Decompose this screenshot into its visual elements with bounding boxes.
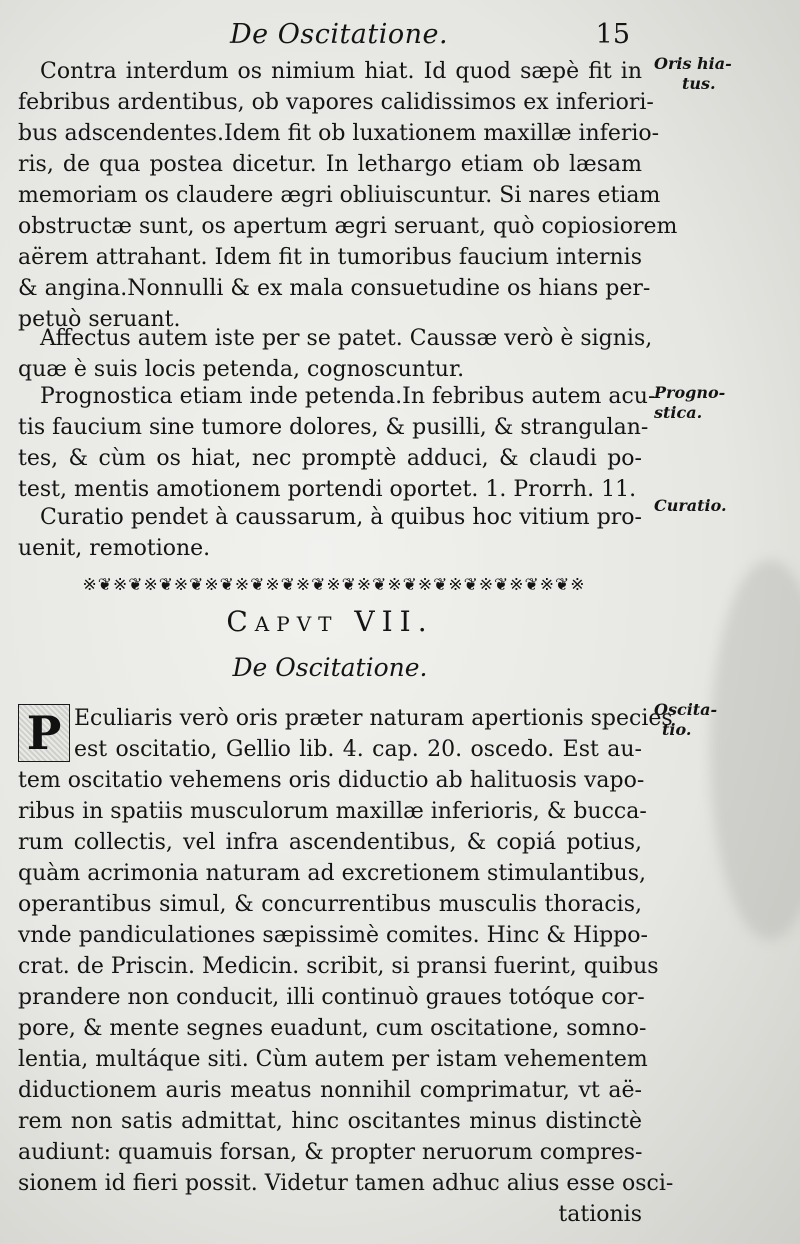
text-line: tem oscitatio vehemens oris diductio ab halituosis vapo-	[18, 768, 645, 793]
text-line: Prognostica etiam inde petenda.In febribus autem acu-	[40, 384, 656, 409]
margin-note-line: Oscita-	[654, 700, 718, 719]
text-line: pore, & mente segnes euadunt, cum oscitatione, somno-	[18, 1016, 647, 1041]
text-line: quæ è suis locis petenda, cognoscuntur.	[18, 357, 465, 382]
margin-note-line: Oris hia-	[654, 54, 732, 73]
paper-stain	[710, 560, 800, 940]
text-line: & angina.Nonnulli & ex mala consuetudine os hians per-	[18, 276, 651, 301]
text-line: Contra interdum os nimium hiat. Id quod sæpè fit in	[40, 59, 642, 84]
chapter-heading: Capvt VII.	[226, 605, 434, 638]
text-line: sionem id fieri possit. Videtur tamen adhuc alius esse osci-	[18, 1171, 674, 1196]
margin-note-line: tus.	[682, 74, 716, 93]
text-line: vnde pandiculationes sæpissimè comites. Hinc & Hippo-	[18, 923, 648, 948]
drop-cap: P	[18, 704, 70, 762]
ornamental-rule: ※❦※❦※❦※❦※❦※❦※❦※❦※❦※❦※❦※❦※❦※❦※❦※❦※	[82, 575, 586, 595]
text-line: test, mentis amotionem portendi oportet. 1. Prorrh. 11.	[18, 477, 637, 502]
text-line: lentia, multáque siti. Cùm autem per istam vehementem	[18, 1047, 648, 1072]
text-line: febribus ardentibus, ob vapores calidissimos ex inferiori-	[18, 90, 654, 115]
text-line: diductionem auris meatus nonnihil comprimatur, vt aë-	[18, 1078, 642, 1103]
text-line: aërem attrahant. Idem fit in tumoribus faucium internis	[18, 245, 642, 270]
text-line: petuò seruant.	[18, 307, 181, 332]
text-line: Affectus autem iste per se patet. Caussæ verò è signis,	[40, 326, 653, 351]
text-line: ris, de qua postea dicetur. In lethargo etiam ob læsam	[18, 152, 642, 177]
paragraph-oris-hiatus	[18, 56, 678, 335]
chapter-subtitle: De Oscitatione.	[232, 653, 428, 682]
text-line: quàm acrimonia naturam ad excretionem stimulantibus,	[18, 861, 646, 886]
page-header	[20, 18, 630, 58]
margin-note-line: Progno-	[654, 383, 726, 402]
text-line: rem non satis admittat, hinc oscitantes minus distinctè	[18, 1109, 642, 1134]
running-title: De Oscitatione.	[230, 19, 449, 50]
text-line: crat. de Priscin. Medicin. scribit, si pransi fuerint, quibus	[18, 954, 659, 979]
text-line: uenit, remotione.	[18, 536, 211, 561]
text-line: memoriam os claudere ægri obliuiscuntur. Si nares etiam	[18, 183, 661, 208]
text-line: tis faucium sine tumore dolores, & pusilli, & strangulan-	[18, 415, 649, 440]
paragraph-curatio	[18, 502, 642, 564]
text-line: rum collectis, vel infra ascendentibus, & copiá potius,	[18, 830, 642, 855]
text-line: ribus in spatiis musculorum maxillæ inferioris, & bucca-	[18, 799, 647, 824]
paragraph-oscitatio	[18, 703, 674, 1230]
text-line: Curatio pendet à caussarum, à quibus hoc vitium pro-	[40, 505, 642, 530]
catchword: tationis	[558, 1202, 642, 1227]
text-line: est oscitatio, Gellio lib. 4. cap. 20. oscedo. Est au-	[74, 737, 642, 762]
text-line: operantibus simul, & concurrentibus musculis thoracis,	[18, 892, 642, 917]
margin-note-oris-hiatus	[654, 54, 794, 94]
margin-note-line: tio.	[662, 720, 692, 739]
text-line: bus adscendentes.Idem fit ob luxationem maxillæ inferio-	[18, 121, 660, 146]
paragraph-affectus	[18, 323, 653, 385]
text-line: prandere non conducit, illi continuò graues totóque cor-	[18, 985, 645, 1010]
text-line: tes, & cùm os hiat, nec promptè adduci, & claudi po-	[18, 446, 642, 471]
text-line: Eculiaris verò oris præter naturam apertionis species	[74, 706, 673, 731]
text-line: audiunt: quamuis forsan, & propter neruorum compres-	[18, 1140, 643, 1165]
margin-note-oscitatio	[654, 700, 794, 740]
margin-note-prognostica	[654, 383, 794, 423]
paragraph-prognostica	[18, 381, 656, 505]
margin-note-line: stica.	[654, 403, 703, 422]
text-line: obstructæ sunt, os apertum ægri seruant, quò copiosiorem	[18, 214, 678, 239]
page-number: 15	[595, 19, 630, 50]
margin-note-curatio: Curatio.	[654, 496, 727, 515]
